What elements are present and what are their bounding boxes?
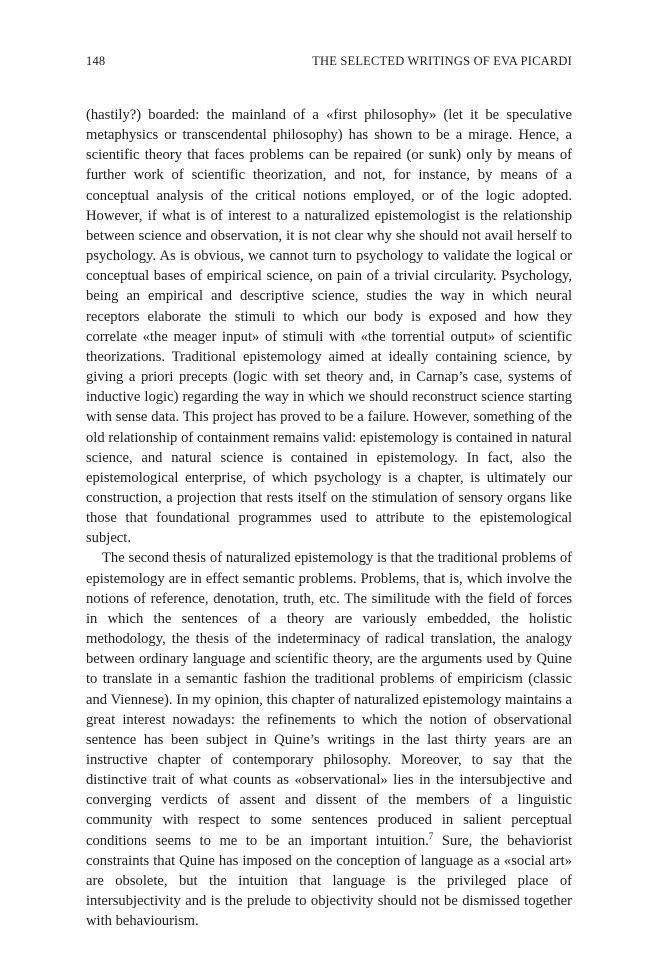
footnote-reference[interactable]: 7 — [428, 830, 434, 841]
paragraph-2 — [86, 548, 572, 931]
paragraph-2-text: The second thesis of naturalized epistemology is that the traditional problems of epistemology are in effect semantic problems. Problems, that is, which involve the notions of reference, denotation, truth, etc. The similitude with the field of forces in which the sentences of a theory are variously embedded, the holistic methodology, the thesis of the indeterminacy of radical translation, the analogy between ordinary language and scientific theory, are the arguments used by Quine to translate in a semantic fashion the traditional problems of empiricism (classic and Viennese). In my opinion, this chapter of naturalized epistemology maintains a great interest nowadays: the refinements to which the notion of observational sentence has been subject in Quine’s writings in the last thirty years are an instructive chapter of contemporary philosophy. Moreover, to say that the distinctive trait of what counts as «observational» lies in the intersubjective and converging verdicts of assent and dissent of the members of a linguistic community with respect to some sentences produced in salient perceptual conditions seems to me to be an important intuition. — [86, 550, 572, 849]
page-number: 148 — [86, 54, 106, 68]
running-header — [86, 54, 572, 74]
running-title: THE SELECTED WRITINGS OF EVA PICARDI — [312, 54, 572, 68]
body-text — [86, 105, 572, 931]
paragraph-1: (hastily?) boarded: the mainland of a «first philosophy» (let it be speculative metaphysics or transcendental philosophy) has shown to be a mirage. Hence, a scientific theory that faces problems can be repaired (or sunk) only by means of further work of scientific theorization, and not, for instance, by means of a conceptual analysis of the critical notions employed, or of the logic adopted. However, if what is of interest to a naturalized epistemologist is the relationship between science and observation, it is not clear why she should not avail herself to psychology. As is obvious, we cannot turn to psychology to validate the logical or conceptual bases of empirical science, on pain of a trivial circularity. Psychology, being an empirical and descriptive science, studies the way in which neural receptors elaborate the stimuli to which our body is exposed and how they correlate «the meager input» of stimuli with «the torrential output» of scientific theorizations. Traditional epistemology aimed at ideally containing science, by giving a priori precepts (logic with set theory and, in Carnap’s case, systems of inductive logic) regarding the way in which we should reconstruct science starting with sense data. This project has proved to be a failure. However, something of the old relationship of containment remains valid: epistemology is contained in natural science, and natural science is contained in epistemology. In fact, also the epistemological enterprise, of which psychology is a chapter, is ultimately our construction, a projection that rests itself on the stimulation of sensory organs like those that foundational programmes used to attribute to the epistemological subject. — [86, 107, 572, 547]
paragraph-2-text-continued: Sure, the behaviorist constraints that Quine has imposed on the conception of language as a «social art» are obsolete, but the intuition that language is the privileged place of intersubjectivity and is the prelude to objectivity should not be dismissed together with behaviourism. — [86, 832, 572, 930]
